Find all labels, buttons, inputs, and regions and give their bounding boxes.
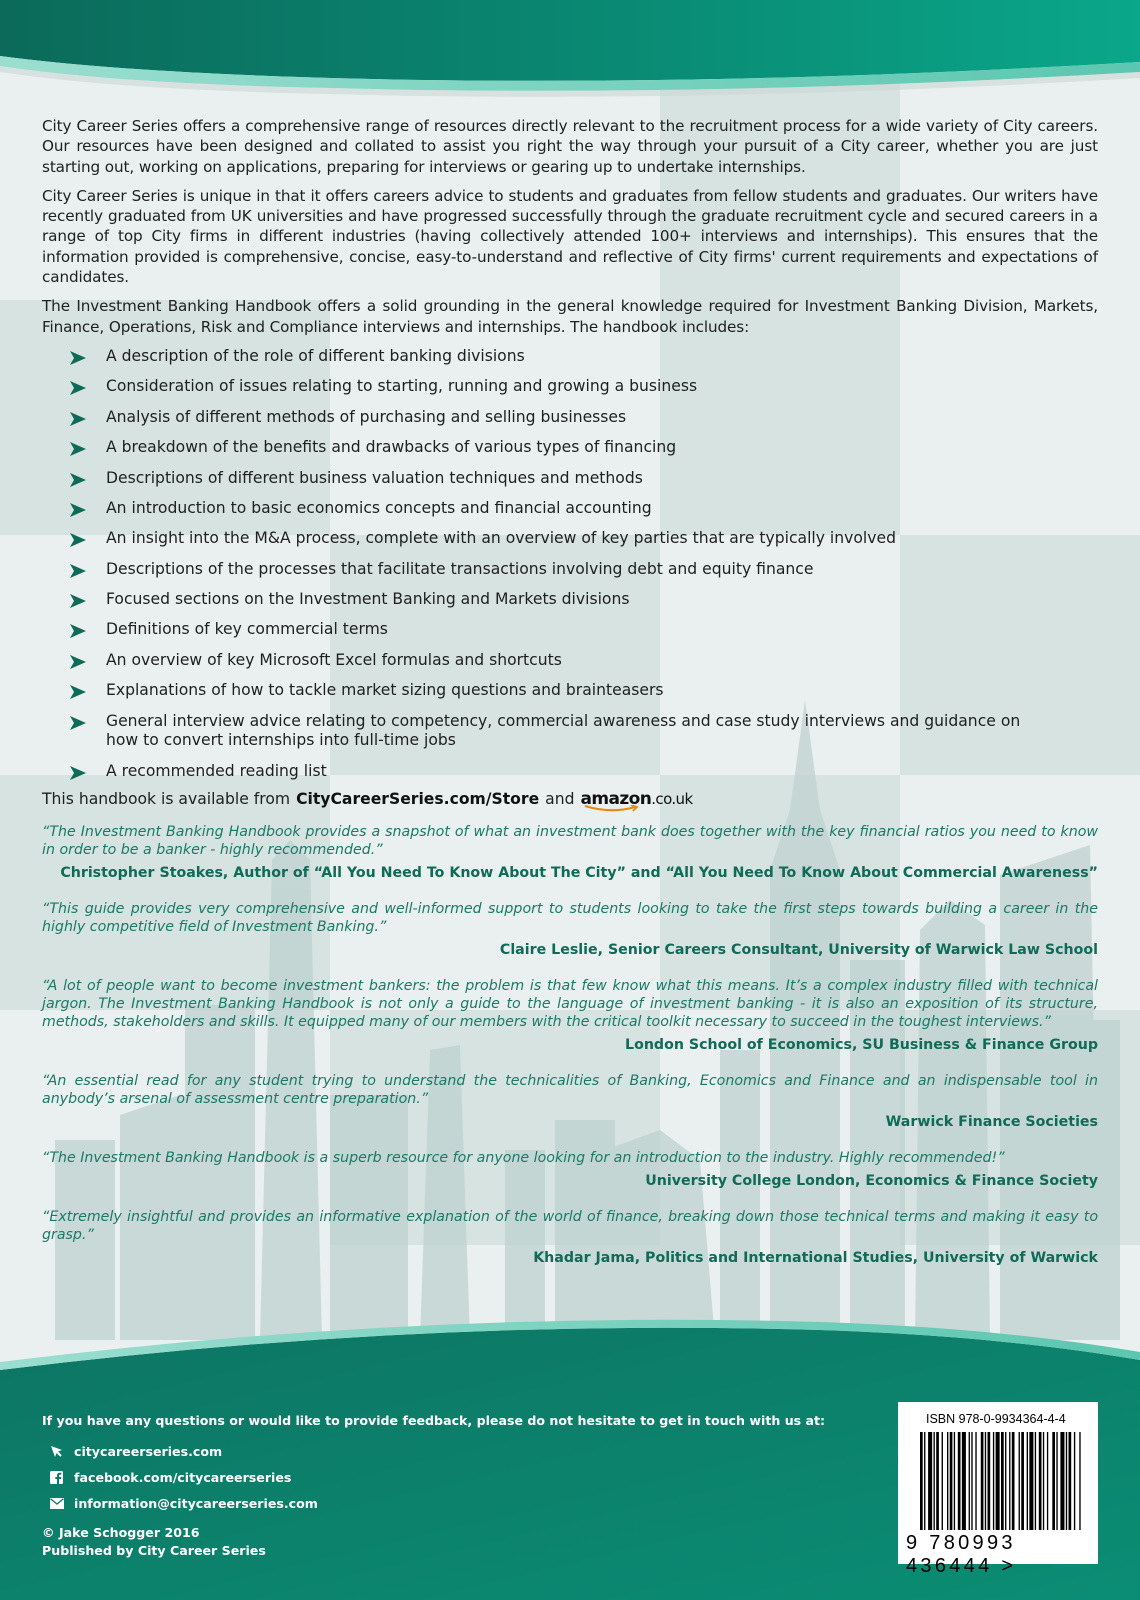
arrow-bullet-icon (70, 442, 86, 456)
barcode-bar (1021, 1432, 1024, 1530)
barcode-bar (958, 1432, 961, 1530)
publisher-line: Published by City Career Series (42, 1543, 266, 1558)
barcode-bar (947, 1432, 948, 1530)
testimonial-author: Claire Leslie, Senior Careers Consultant, University of Warwick Law School (499, 942, 1098, 959)
testimonial-author: Khadar Jama, Politics and International Studies, University of Warwick (533, 1250, 1098, 1267)
list-item: An introduction to basic economics concepts and financial accounting (70, 499, 1098, 519)
arrow-bullet-icon (70, 351, 86, 365)
barcode-bar (928, 1432, 932, 1530)
barcode-bar (1019, 1432, 1020, 1530)
intro-paragraph: City Career Series is unique in that it offers careers advice to students and graduates from fellow students and graduates. Our writers have recently graduated from UK universities and have progressed successfully through the graduate recruitment cycle and secured careers in a range of top City firms in different industries (having collectively attended 100+ interviews and internships). This ensures that the information provided is comprehensive, concise, easy-to-understand and reflective of City firms' current requirements and expectations of candidates. (42, 186, 1098, 287)
list-item: A description of the role of different banking divisions (70, 347, 1098, 367)
barcode-bar (975, 1432, 976, 1530)
arrow-bullet-icon (70, 594, 86, 608)
main-content (42, 116, 1098, 1281)
barcode-bar (981, 1432, 984, 1530)
list-item: A recommended reading list (70, 762, 1098, 782)
barcode-bar (971, 1432, 972, 1530)
website-link[interactable]: citycareerseries.com (74, 1443, 223, 1459)
barcode-bar (1039, 1432, 1042, 1530)
barcode-bar (996, 1432, 1000, 1530)
list-item: Descriptions of different business valuation techniques and methods (70, 469, 1098, 489)
arrow-bullet-icon (70, 624, 86, 638)
barcode-bar (1005, 1432, 1006, 1530)
barcode-bar (1047, 1432, 1048, 1530)
arrow-bullet-icon (70, 685, 86, 699)
testimonial (42, 1208, 1098, 1267)
feature-list (70, 347, 1098, 781)
testimonial (42, 1072, 1098, 1131)
arrow-bullet-icon (70, 564, 86, 578)
isbn-label: ISBN 978-0-9934364-4-4 (926, 1412, 1066, 1426)
copyright (42, 1524, 825, 1560)
email-link[interactable]: information@citycareerseries.com (74, 1495, 318, 1511)
arrow-bullet-icon (70, 503, 86, 517)
availability-prefix: This handbook is available from (42, 790, 291, 809)
list-item: Consideration of issues relating to starting, running and growing a business (70, 377, 1098, 397)
list-item: Definitions of key commercial terms (70, 620, 1098, 640)
contact-email[interactable] (42, 1490, 825, 1516)
barcode-bar (1074, 1432, 1075, 1530)
availability-and: and (545, 790, 575, 809)
copyright-line: © Jake Schogger 2016 (42, 1525, 200, 1540)
list-item: General interview advice relating to competency, commercial awareness and case study interviews and guidance on how to convert internships into full-time jobs (70, 712, 1098, 751)
barcode-bar (920, 1432, 923, 1530)
arrow-bullet-icon (70, 716, 86, 730)
list-item: An overview of key Microsoft Excel formulas and shortcuts (70, 651, 1098, 671)
barcode-bar (1060, 1432, 1064, 1530)
barcode-bar (962, 1432, 966, 1530)
facebook-link[interactable]: facebook.com/citycareerseries (74, 1469, 292, 1485)
arrow-bullet-icon (70, 655, 86, 669)
testimonial-text: “The Investment Banking Handbook provides a snapshot of what an investment bank does together with the key financial ratios you need to know in order to be a banker - highly recommended.” (42, 824, 1098, 859)
facebook-icon (50, 1471, 63, 1484)
arrow-bullet-icon (70, 766, 86, 780)
cursor-icon (50, 1445, 63, 1458)
amazon-logo[interactable]: amazon.co.uk (581, 789, 693, 809)
barcode-bar (988, 1432, 991, 1530)
testimonial (42, 1149, 1098, 1190)
barcode-bar (1066, 1432, 1067, 1530)
barcode-bar (993, 1432, 994, 1530)
barcode-bar (936, 1432, 939, 1530)
isbn-barcode (898, 1402, 1098, 1577)
barcode-bar (1027, 1432, 1028, 1530)
barcode-bar (1052, 1432, 1055, 1530)
list-item: Analysis of different methods of purchasing and selling businesses (70, 408, 1098, 428)
testimonial (42, 977, 1098, 1054)
arrow-bullet-icon (70, 412, 86, 426)
barcode-bar (1079, 1432, 1080, 1530)
testimonial-author: Warwick Finance Societies (885, 1114, 1098, 1131)
arrow-bullet-icon (70, 381, 86, 395)
barcode-bar (1035, 1432, 1036, 1530)
barcode-bar (985, 1432, 986, 1530)
testimonial-text: “A lot of people want to become investment bankers: the problem is that few know what this means. It’s a complex industry filled with technical jargon. The Investment Banking Handbook is not only a guide to the language of investment banking - it is also an exposition of its structure, methods, stakeholders and skills. It equipped many of our members with the critical toolkit necessary to succeed in the toughest interviews.” (42, 978, 1098, 1031)
barcode-bar (950, 1432, 953, 1530)
barcode-bar (1043, 1432, 1044, 1530)
testimonial-author: University College London, Economics & Finance Society (645, 1173, 1098, 1190)
arrow-bullet-icon (70, 533, 86, 547)
footer-contact (42, 1413, 825, 1560)
barcode-bar (924, 1432, 925, 1530)
list-item: A breakdown of the benefits and drawbacks of various types of financing (70, 438, 1098, 458)
amazon-smile-icon (583, 805, 643, 813)
arrow-bullet-icon (70, 473, 86, 487)
contact-website[interactable] (42, 1438, 825, 1464)
isbn-digits: 9 780993 436444 > (906, 1532, 1017, 1577)
testimonial-text: “Extremely insightful and provides an informative explanation of the world of finance, breaking down those technical terms and making it easy to grasp.” (42, 1209, 1098, 1244)
barcode-bar (954, 1432, 955, 1530)
testimonial-text: “The Investment Banking Handbook is a superb resource for anyone looking for an introduction to the industry. Highly recommended!” (42, 1150, 1005, 1167)
envelope-icon (50, 1498, 64, 1509)
handbook-lead: The Investment Banking Handbook offers a solid grounding in the general knowledge required for Investment Banking Division, Markets, Finance, Operations, Risk and Compliance interviews and internships. The handbook includes: (42, 297, 1098, 336)
barcode-bar (969, 1432, 970, 1530)
feedback-prompt: If you have any questions or would like to provide feedback, please do not hesitate to get in touch with us at: (42, 1413, 826, 1428)
barcode-bar (934, 1432, 935, 1530)
availability-line (42, 789, 1098, 809)
barcode-bar (1069, 1432, 1072, 1530)
barcode-bar (1029, 1432, 1033, 1530)
testimonial-text: “This guide provides very comprehensive and well-informed support to students looking to take the first steps towards building a career in the highly competitive field of Investment Banking.” (42, 901, 1098, 936)
testimonial (42, 900, 1098, 959)
barcode-bar (942, 1432, 943, 1530)
list-item: Descriptions of the processes that facilitate transactions involving debt and equity finance (70, 560, 1098, 580)
testimonial-author: Christopher Stoakes, Author of “All You Need To Know About The City” and “All You Need To Know About Commercial Awareness” (60, 865, 1098, 882)
list-item: Explanations of how to tackle market sizing questions and brainteasers (70, 681, 1098, 701)
intro-paragraph: City Career Series offers a comprehensive range of resources directly relevant to the recruitment process for a wide variety of City careers. Our resources have been designed and collated to assist you right the way through your pursuit of a City career, whether you are just starting out, working on applications, preparing for interviews or gearing up to undertake internships. (42, 117, 1098, 176)
barcode-bar (1009, 1432, 1010, 1530)
contact-facebook[interactable] (42, 1464, 825, 1490)
testimonial-text: “An essential read for any student trying to understand the technicalities of Banking, Economics and Finance and an indispensable tool in anybody’s arsenal of assessment centre preparation.” (42, 1073, 1098, 1108)
barcode-bar (1056, 1432, 1057, 1530)
list-item: An insight into the M&A process, complete with an overview of key parties that are typically involved (70, 529, 1098, 549)
testimonial-author: London School of Economics, SU Business & Finance Group (625, 1037, 1098, 1054)
testimonial (42, 823, 1098, 882)
barcode-bar (1001, 1432, 1004, 1530)
list-item: Focused sections on the Investment Banking and Markets divisions (70, 590, 1098, 610)
store-link[interactable]: CityCareerSeries.com/Store (296, 790, 540, 809)
barcode-bar (1012, 1432, 1015, 1530)
